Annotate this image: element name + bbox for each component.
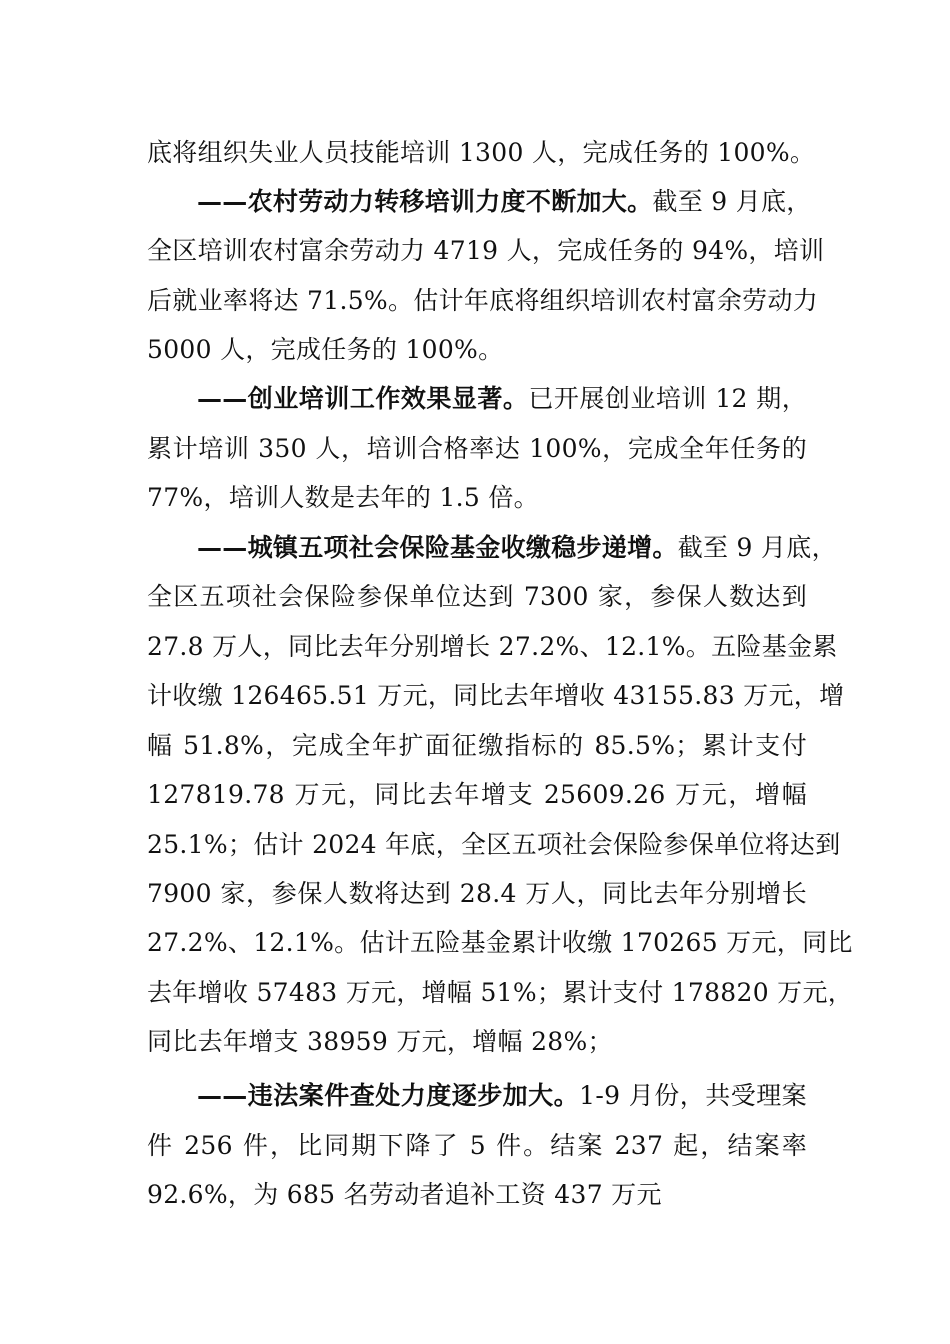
text-line: [147, 325, 807, 375]
section-heading: ——创业培训工作效果显著。: [197, 384, 529, 413]
line-text: 计收缴 126465.51 万元，同比去年增收 43155.83 万元，增: [147, 681, 845, 710]
text-line: [197, 523, 837, 573]
text-line: [147, 671, 845, 721]
text-line: [147, 473, 807, 523]
line-text: 截至 9 月底，: [652, 187, 812, 216]
line-text: 截至 9 月底，: [677, 533, 837, 562]
line-text: 累计培训 350 人，培训合格率达 100%，完成全年任务的: [147, 434, 807, 463]
text-line: [197, 177, 812, 227]
text-line: [197, 1071, 807, 1121]
line-text: 同比去年增支 38959 万元，增幅 28%；: [147, 1027, 613, 1056]
line-text: 92.6%，为 685 名劳动者追补工资 437 万元: [147, 1180, 662, 1209]
line-text: 件 256 件，比同期下降了 5 件。结案 237 起，结案率: [147, 1131, 807, 1160]
text-line: [147, 622, 838, 672]
line-text: 27.2%、12.1%。估计五险基金累计收缴 170265 万元，同比: [147, 928, 853, 957]
line-text: 已开展创业培训 12 期，: [528, 384, 808, 413]
text-line: [147, 572, 807, 622]
text-line: [147, 1170, 807, 1220]
line-text: 全区五项社会保险参保单位达到 7300 家，参保人数达到: [147, 582, 807, 611]
text-line: [147, 721, 807, 771]
line-text: 1-9 月份，共受理案: [579, 1081, 807, 1110]
section-heading: ——农村劳动力转移培训力度不断加大。: [197, 187, 653, 216]
text-line: [147, 1121, 807, 1171]
line-text: 幅 51.8%，完成全年扩面征缴指标的 85.5%；累计支付: [147, 731, 807, 760]
text-line: [147, 276, 819, 326]
text-line: [147, 424, 807, 474]
section-heading: ——违法案件查处力度逐步加大。: [197, 1081, 580, 1110]
text-line: [147, 968, 854, 1018]
line-text: 7900 家，参保人数将达到 28.4 万人，同比去年分别增长: [147, 879, 807, 908]
text-line: [147, 1017, 807, 1067]
text-line: [147, 128, 816, 178]
text-line: [147, 869, 807, 919]
line-text: 27.8 万人，同比去年分别增长 27.2%、12.1%。五险基金累: [147, 632, 838, 661]
line-text: 127819.78 万元，同比去年增支 25609.26 万元，增幅: [147, 780, 807, 809]
line-text: 底将组织失业人员技能培训 1300 人，完成任务的 100%。: [147, 138, 816, 167]
line-text: 后就业率将达 71.5%。估计年底将组织培训农村富余劳动力: [147, 286, 819, 315]
section-heading: ——城镇五项社会保险基金收缴稳步递增。: [197, 533, 678, 562]
text-line: [147, 918, 853, 968]
line-text: 25.1%；估计 2024 年底，全区五项社会保险参保单位将达到: [147, 830, 841, 859]
text-line: [147, 770, 807, 820]
line-text: 5000 人，完成任务的 100%。: [147, 335, 504, 364]
text-line: [147, 226, 825, 276]
line-text: 去年增收 57483 万元，增幅 51%；累计支付 178820 万元，: [147, 978, 854, 1007]
line-text: 全区培训农村富余劳动力 4719 人，完成任务的 94%，培训: [147, 236, 825, 265]
line-text: 77%，培训人数是去年的 1.5 倍。: [147, 483, 539, 512]
text-line: [197, 374, 807, 424]
text-line: [147, 820, 841, 870]
